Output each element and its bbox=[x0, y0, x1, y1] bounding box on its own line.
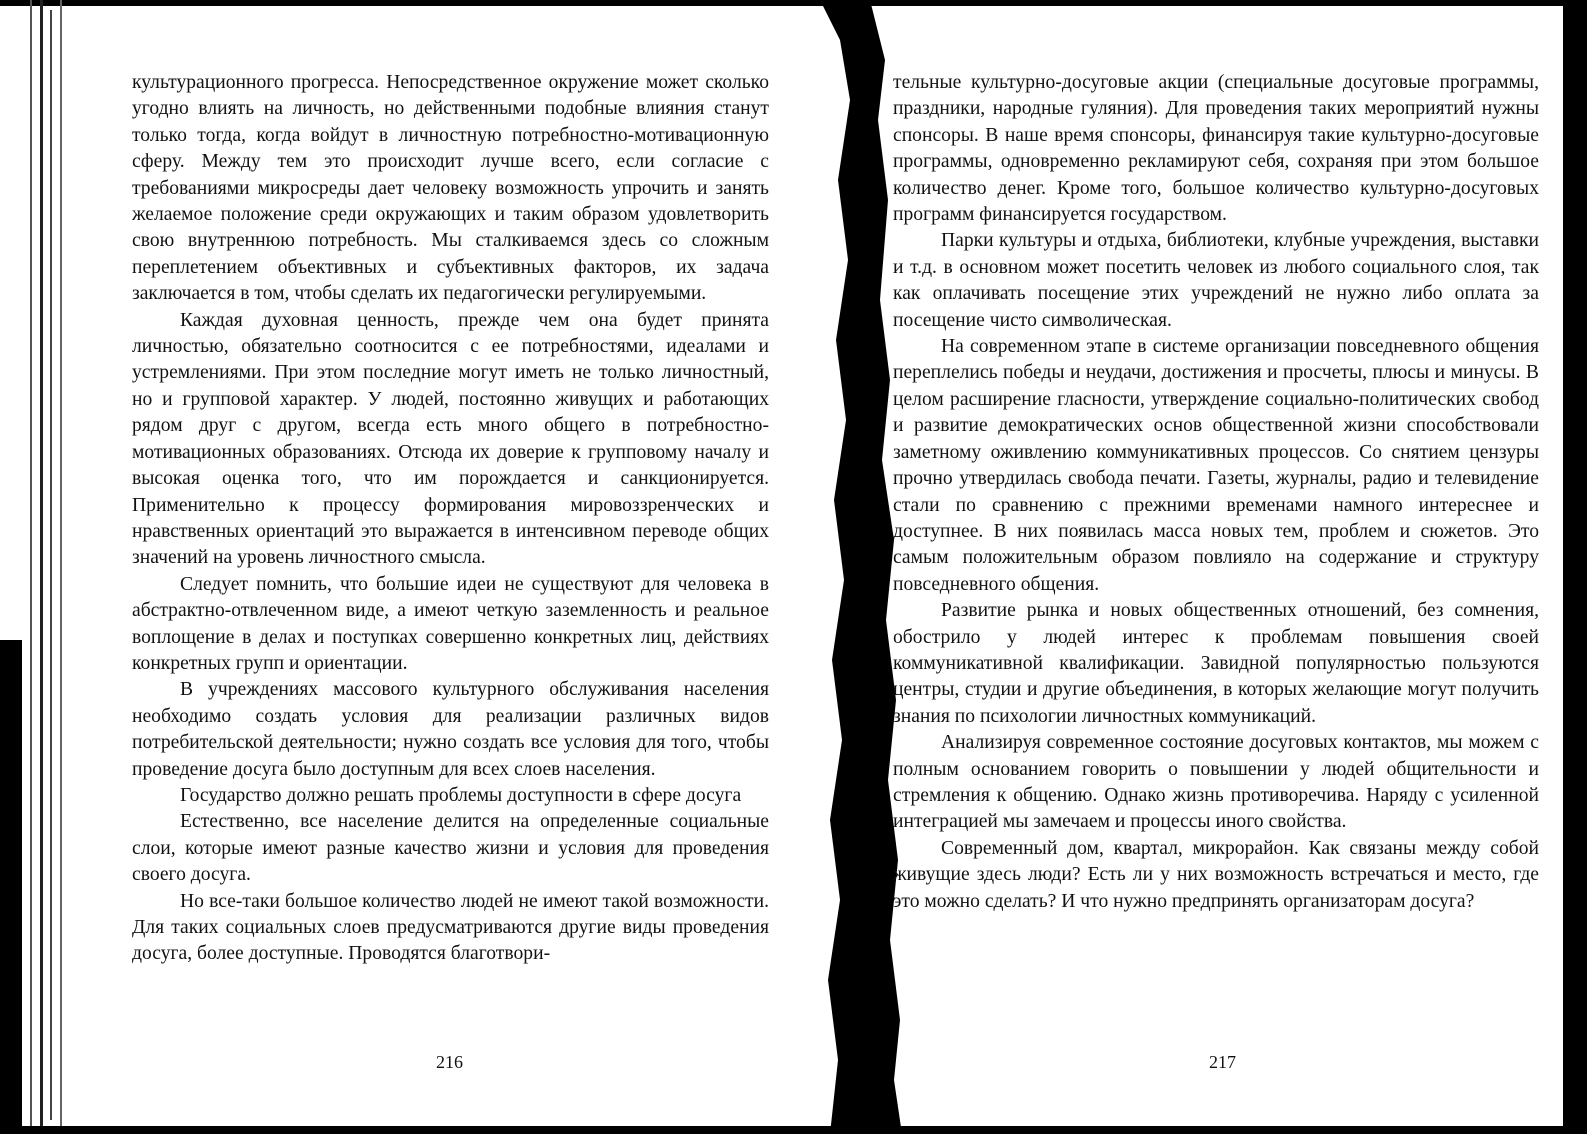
left-paragraph: В учреждениях массового культурного обслуживания населения необходимо создать условия для реализации различных видов потребительской деятельности; нужно создать все условия для того, чтобы проведение досуга было доступным для всех слоев населения. bbox=[132, 679, 769, 780]
left-binding-shadow bbox=[0, 0, 70, 1134]
left-paragraph: Естественно, все население делится на определенные социальные слои, которые имеют разные качество жизни и условия для проведения своего досуга. bbox=[132, 811, 769, 886]
right-paragraph: Развитие рынка и новых общественных отношений, без сомнения, обострило у людей интерес к проблемам повышения своей коммуникативной квалификации. Завидной популярностью пользуются центры, студии и другие объединения, в которых желающие могут получить знания по психологии личностных коммуникаций. bbox=[893, 600, 1539, 727]
scan-bottom-edge bbox=[0, 1126, 1587, 1134]
right-paragraph: Анализируя современное состояние досуговых контактов, мы можем с полным основанием говорить о повышении у людей общительности и стремления к общению. Однако жизнь противоречива. Наряду с усиленной интеграцией мы замечаем и процессы иного свойства. bbox=[893, 732, 1539, 833]
right-paragraph: На современном этапе в системе организации повседневного общения переплелись победы и неудачи, достижения и просчеты, плюсы и минусы. В целом расширение гласности, утверждение социально-политических свобод и развитие демократических основ общественной жизни способствовали заметному оживлению коммуникативных процессов. Со снятием цензуры прочно утвердилась свобода печати. Газеты, журналы, радио и телевидение стали по сравнению с прежними временами намного интереснее и доступнее. В них появилась масса новых тем, проблем и сюжетов. Это самым положительным образом повлияло на содержание и структуру повседневного общения. bbox=[893, 336, 1539, 595]
left-paragraph: Каждая духовная ценность, прежде чем она будет принята личностью, обязательно соотносится с ее потребностями, идеалами и устремлениями. При этом последние могут иметь не только личностный, но и групповой характер. У людей, постоянно живущих и работающих рядом друг с другом, всегда есть много общего в потребностно-мотивационных образованиях. Отсюда их доверие к групповому началу и высокая оценка того, что им порождается и санкционируется. Применительно к процессу формирования мировоззренческих и нравственных ориентаций это выражается в интенсивном переводе общих значений на уровень личностного смысла. bbox=[132, 309, 769, 569]
right-page-text bbox=[893, 70, 1539, 915]
left-paragraph: культурационного прогресса. Непосредственное окружение может сколько угодно влиять на личность, но действенными подобные влияния станут только тогда, когда войдут в личностную потребностно-мотивационную сферу. Между тем это происходит лучше всего, если согласие с требованиями микросреды дает человеку возможность упрочить и занять желаемое положение среди окружающих и таким образом удовлетворить свою внутреннюю потребность. Мы сталкиваемся здесь со сложным переплетением объективных и субъективных факторов, их задача заключается в том, чтобы сделать их педагогически регулируемыми. bbox=[132, 72, 769, 305]
left-paragraph: Следует помнить, что большие идеи не существуют для человека в абстрактно-отвлеченном виде, а имеют четкую заземленность и реальное воплощение в делах и поступках совершенно конкретных лиц, действиях конкретных групп и ориентации. bbox=[132, 573, 769, 674]
right-page-number: 217 bbox=[1209, 1052, 1236, 1072]
left-page-text bbox=[132, 70, 769, 968]
left-paragraph: Государство должно решать проблемы доступности в сфере досуга bbox=[180, 784, 742, 806]
left-page-number: 216 bbox=[436, 1052, 463, 1072]
right-paragraph: Современный дом, квартал, микрорайон. Как связаны между собой живущие здесь люди? Есть ли у них возможность встречаться и место, где это можно сделать? И что нужно предпринять организаторам досуга? bbox=[893, 837, 1539, 912]
left-paragraph: Но все-таки большое количество людей не имеют такой возможности. Для таких социальных слоев предусматриваются другие виды проведения досуга, более доступные. Проводятся благотвори- bbox=[132, 890, 769, 965]
scan-right-edge bbox=[1563, 0, 1587, 1134]
right-paragraph: Парки культуры и отдыха, библиотеки, клубные учреждения, выставки и т.д. в основном может посетить человек из любого социального слоя, так как оплачивать посещение этих учреждений не нужно либо оплата за посещение чисто символическая. bbox=[893, 230, 1539, 331]
right-paragraph: тельные культурно-досуговые акции (специальные досуговые программы, праздники, народные гуляния). Для проведения таких мероприятий нужны спонсоры. В наше время спонсоры, финансируя такие культурно-досуговые программы, одновременно рекламируют себя, сохраняя при этом большое количество денег. Кроме того, большое количество культурно-досуговых программ финансируется государством. bbox=[893, 72, 1539, 226]
